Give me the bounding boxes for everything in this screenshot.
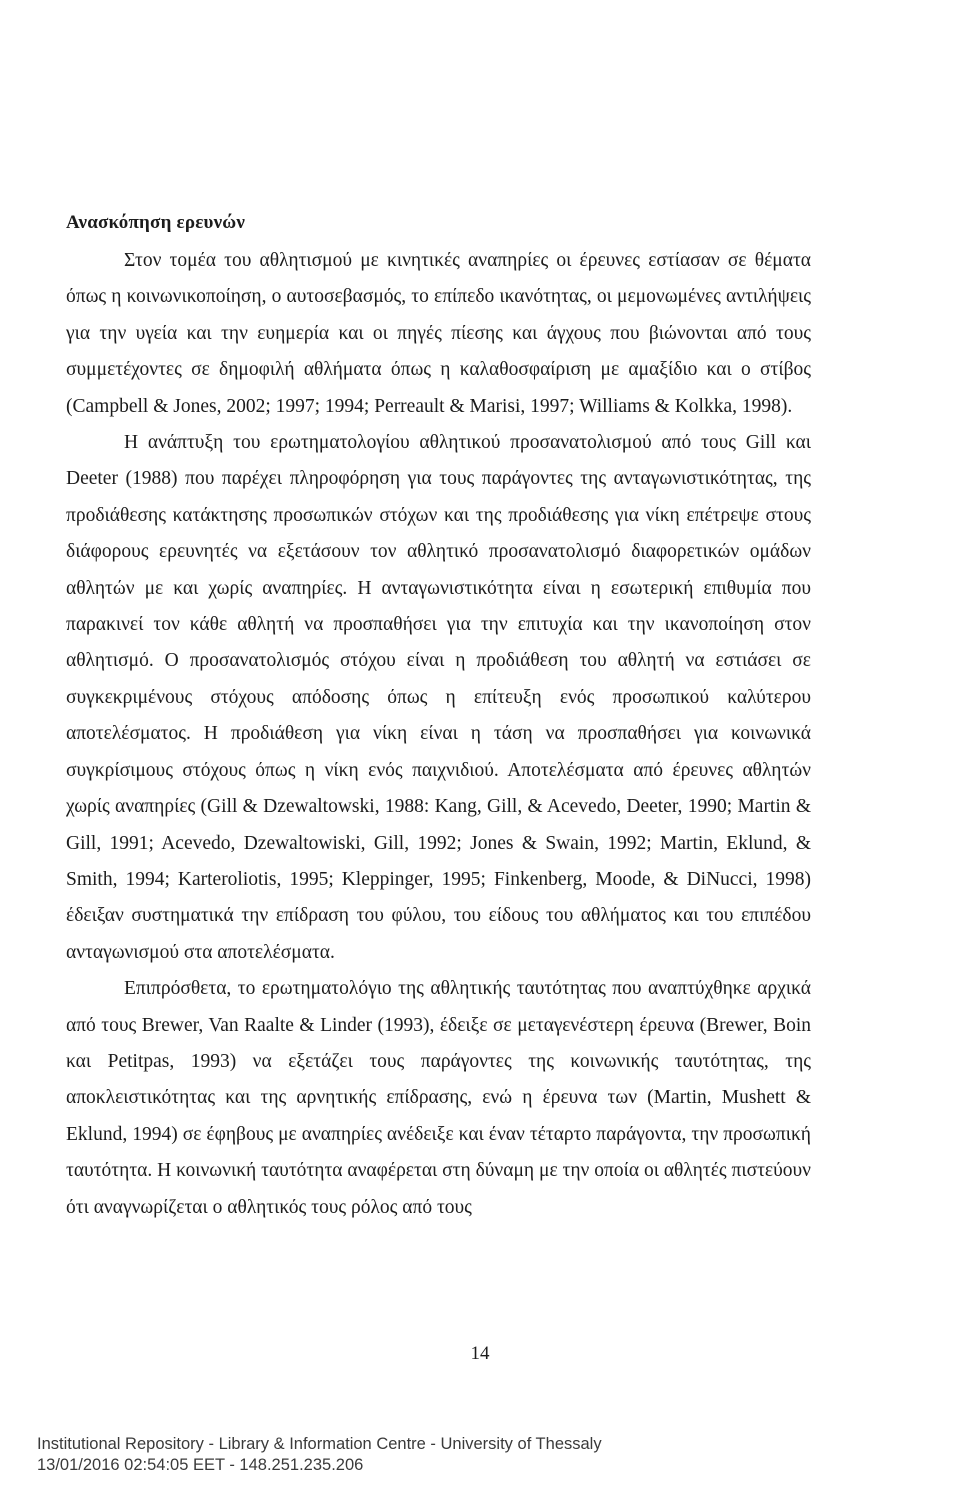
document-body [66, 208, 811, 1226]
page-number: 14 [470, 1343, 490, 1364]
paragraph-3: Επιπρόσθετα, το ερωτηματολόγιο της αθλητικής ταυτότητας που αναπτύχθηκε αρχικά από τους Brewer, Van Raalte & Linder (1993), έδειξε σε μεταγενέστερη έρευνα (Brewer, Boin και Petitpas, 1993) να εξετάζει τους παράγοντες της κοινωνικής ταυτότητας, της αποκλειστικότητας και της αρνητικής επίδρασης, ενώ η έρευνα των (Martin, Mushett & Eklund, 1994) σε έφηβους με αναπηρίες ανέδειξε και έναν τέταρτο παράγοντα, την προσωπική ταυτότητα. Η κοινωνική ταυτότητα αναφέρεται στη δύναμη με την οποία οι αθλητές πιστεύουν ότι αναγνωρίζεται ο αθλητικός τους ρόλος από τους [66, 978, 811, 1218]
repository-footer [37, 1434, 602, 1476]
section-heading: Ανασκόπηση ερευνών [66, 212, 246, 233]
footer-repository-line: Institutional Repository - Library & Information Centre - University of Thessaly [37, 1435, 602, 1453]
footer-timestamp-line: 13/01/2016 02:54:05 EET - 148.251.235.206 [37, 1456, 364, 1474]
paragraph-2: Η ανάπτυξη του ερωτηματολογίου αθλητικού προσανατολισμού από τους Gill και Deeter (1988) που παρέχει πληροφόρηση για τους παράγοντες της ανταγωνιστικότητας, της προδιάθεσης κατάκτησης προσωπικών στόχων και της προδιάθεσης για νίκη επέτρεψε στους διάφορους ερευνητές να εξετάσουν τον αθλητικό προσανατολισμό διαφορετικών ομάδων αθλητών με και χωρίς αναπηρίες. Η ανταγωνιστικότητα είναι η εσωτερική επιθυμία που παρακινεί τον κάθε αθλητή να προσπαθήσει για την επιτυχία και την ικανοποίηση στον αθλητισμό. Ο προσανατολισμός στόχου είναι η προδιάθεση του αθλητή να εστιάσει σε συγκεκριμένους στόχους απόδοσης όπως η επίτευξη ενός προσωπικού καλύτερου αποτελέσματος. Η προδιάθεση για νίκη είναι η τάση να προσπαθήσει για κοινωνικά συγκρίσιμους στόχους όπως η νίκη ενός παιχνιδιού. Αποτελέσματα από έρευνες αθλητών χωρίς αναπηρίες (Gill & Dzewaltowski, 1988: Kang, Gill, & Acevedo, Deeter, 1990; Martin & Gill, 1991; Acevedo, Dzewaltowiski, Gill, 1992; Jones & Swain, 1992; Martin, Eklund, & Smith, 1994; Karteroliotis, 1995; Kleppinger, 1995; Finkenberg, Moode, & DiNucci, 1998) έδειξαν συστηματικά την επίδραση του φύλου, του είδους του αθλήματος και του επιπέδου ανταγωνισμού στα αποτελέσματα. [66, 432, 811, 963]
paragraph-1: Στον τομέα του αθλητισμού με κινητικές αναπηρίες οι έρευνες εστίασαν σε θέματα όπως η κοινωνικοποίηση, ο αυτοσεβασμός, το επίπεδο ικανότητας, οι μεμονωμένες αντιλήψεις για την υγεία και την ευημερία και οι πηγές πίεσης και άγχους που βιώνονται από τους συμμετέχοντες σε δημοφιλή αθλήματα όπως η καλαθοσφαίριση με αμαξίδιο και ο στίβος (Campbell & Jones, 2002; 1997; 1994; Perreault & Marisi, 1997; Williams & Kolkka, 1998). [66, 250, 811, 417]
